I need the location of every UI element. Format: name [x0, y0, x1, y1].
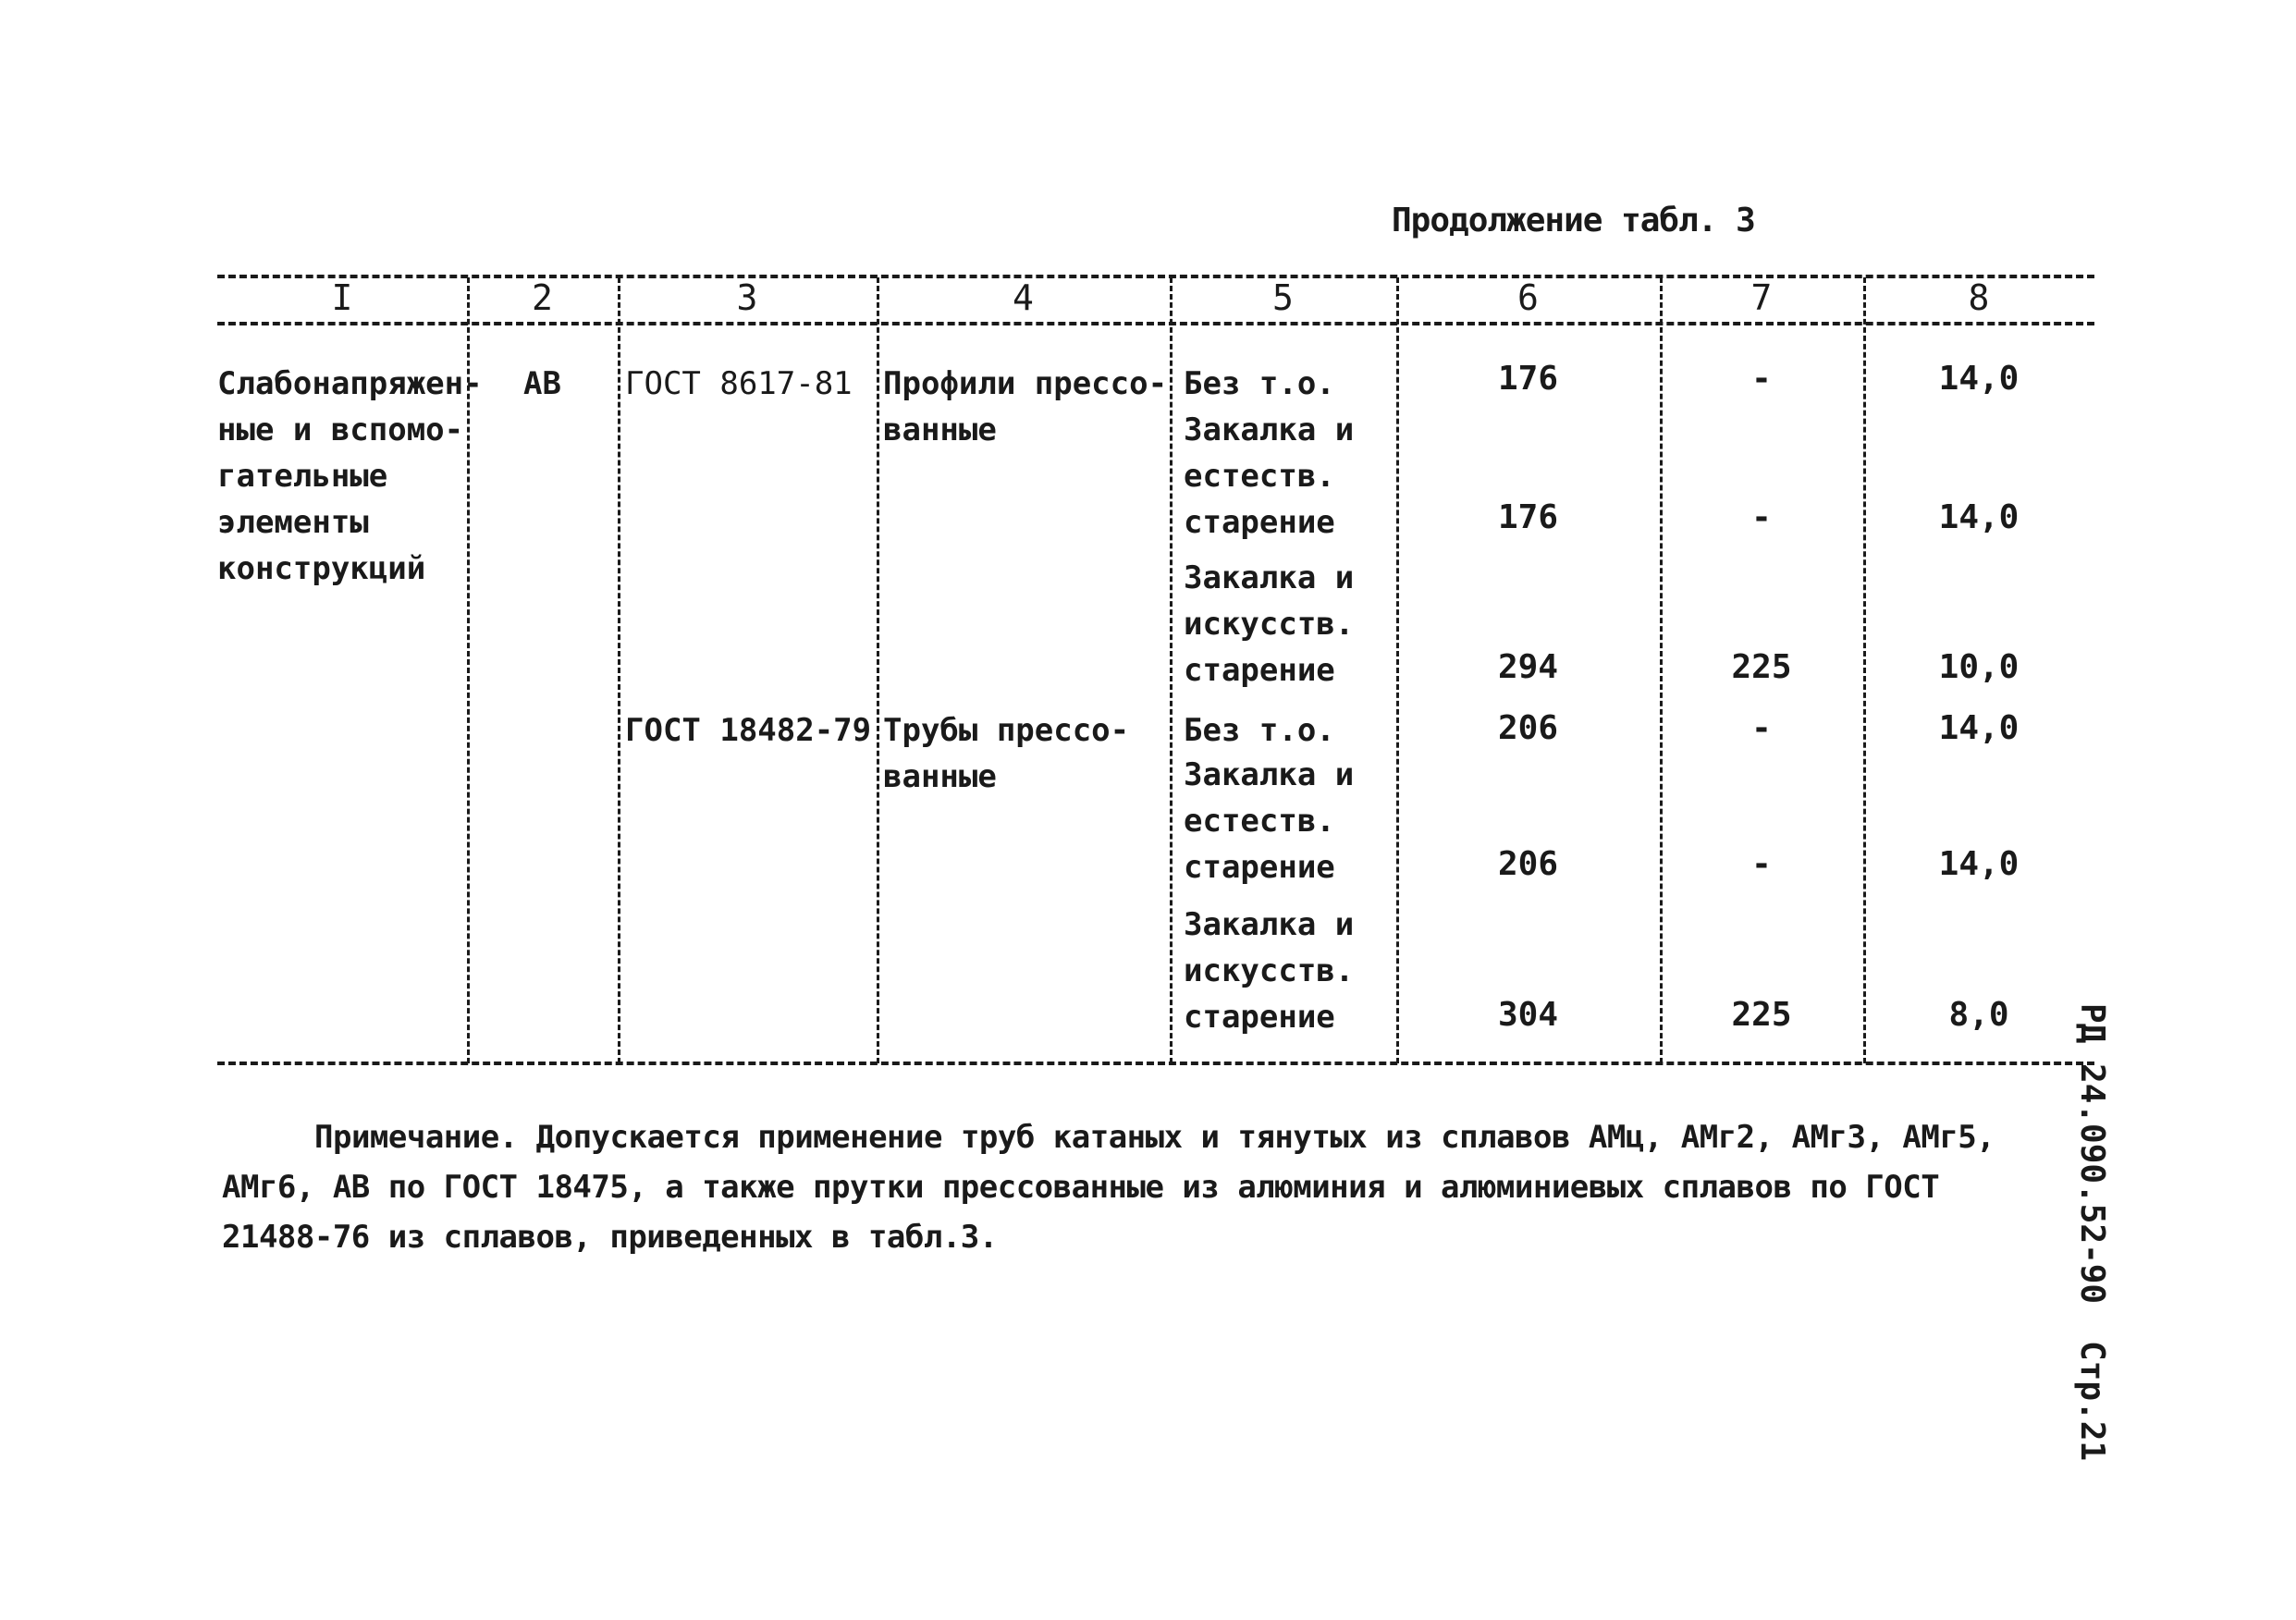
page-number: Стр.21	[2073, 1341, 2111, 1462]
treatment-label: Закалка и искусств. старение	[1184, 906, 1355, 1036]
header-col-1: I	[331, 277, 353, 318]
value-col-6: 206	[1497, 845, 1559, 883]
value-col-7: -	[1751, 845, 1772, 883]
treatment-label: Без т.о.	[1184, 365, 1335, 402]
header-col-6: 6	[1517, 277, 1539, 318]
value-col-7: 225	[1731, 996, 1792, 1034]
note-text: Примечание. Допускается применение труб катаных и тянутых из сплавов АМц, АМг2, АМг3, АМг5, АМг6, АВ по ГОСТ 18475, а также прутки прессованные из алюминия и алюминиевых сплавов по ГОСТ 21488-76 из сплавов, приведенных в табл.3.	[222, 1119, 1995, 1256]
value-col-6: 176	[1497, 498, 1559, 536]
treatment-label: Закалка и естеств. старение	[1184, 756, 1355, 886]
table-continuation-caption: Продолжение табл. 3	[1392, 202, 1755, 239]
table-bottom-rule	[217, 1062, 2094, 1065]
element-type-cell: Слабонапряжен- ные и вспомо- гательные элементы конструкций	[217, 365, 483, 587]
header-col-4: 4	[1013, 277, 1034, 318]
value-col-7: -	[1751, 498, 1772, 536]
value-col-6: 294	[1497, 648, 1559, 686]
header-col-8: 8	[1968, 277, 1990, 318]
value-col-6: 206	[1497, 709, 1559, 747]
table-note	[222, 1112, 2034, 1262]
header-col-3: 3	[736, 277, 758, 318]
value-col-8: 10,0	[1938, 648, 2020, 686]
gost-cell-2: ГОСТ 18482-79	[625, 712, 872, 749]
col-divider-3	[877, 277, 879, 1063]
value-col-6: 176	[1497, 360, 1559, 398]
col-divider-2	[618, 277, 620, 1063]
product-cell-1: Профили прессо- ванные	[883, 365, 1168, 448]
treatment-label: Закалка и естеств. старение	[1184, 411, 1355, 541]
value-col-8: 8,0	[1948, 996, 2009, 1034]
product-cell-2: Трубы прессо- ванные	[883, 712, 1130, 795]
treatment-label: Закалка и искусств. старение	[1184, 559, 1355, 689]
value-col-7: -	[1751, 709, 1772, 747]
value-col-8: 14,0	[1938, 498, 2020, 536]
header-col-5: 5	[1272, 277, 1294, 318]
alloy-cell: АВ	[523, 365, 561, 402]
header-bottom-rule	[217, 322, 2094, 325]
document-code: РД 24.090.52-90	[2073, 1003, 2111, 1305]
col-divider-4	[1170, 277, 1173, 1063]
value-col-6: 304	[1497, 996, 1559, 1034]
gost-cell-1: ГОСТ 8617-81	[625, 365, 853, 402]
value-col-7: 225	[1731, 648, 1792, 686]
value-col-7: -	[1751, 360, 1772, 398]
treatment-label: Без т.о.	[1184, 712, 1335, 749]
header-col-7: 7	[1750, 277, 1773, 318]
value-col-8: 14,0	[1938, 845, 2020, 883]
value-col-8: 14,0	[1938, 709, 2020, 747]
header-col-2: 2	[532, 277, 553, 318]
value-col-8: 14,0	[1938, 360, 2020, 398]
